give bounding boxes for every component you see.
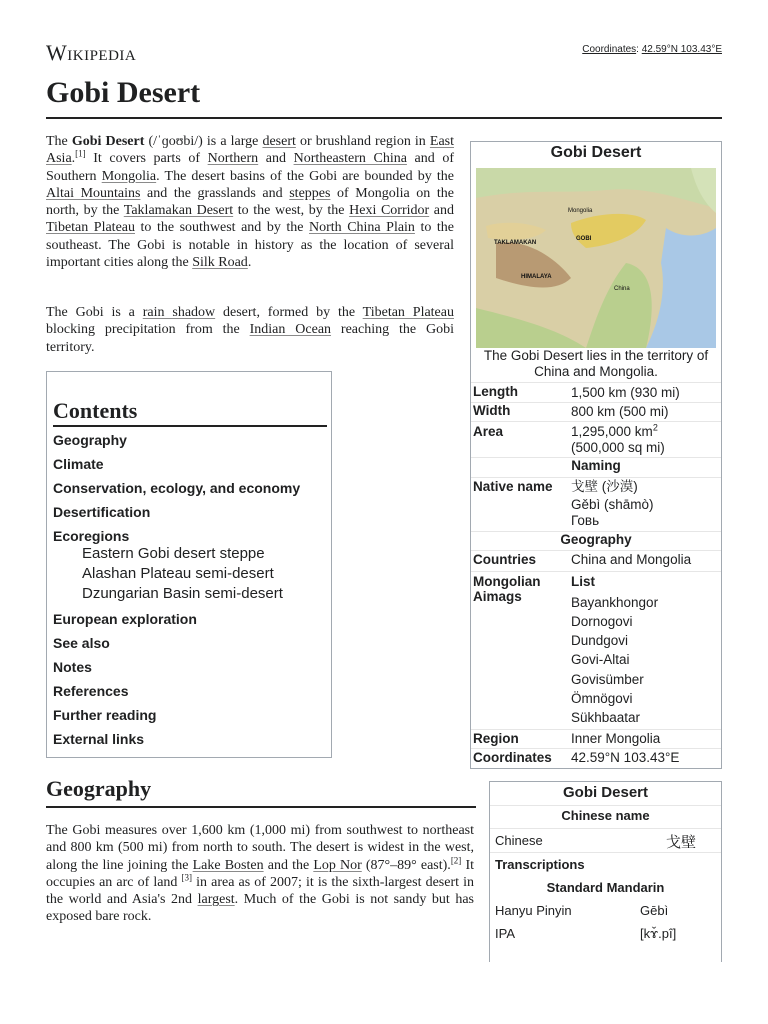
countries-value: China and Mongolia	[571, 552, 692, 567]
native-name-label: Native name	[473, 479, 553, 494]
link-largest[interactable]: largest	[197, 892, 235, 908]
length-value: 1,500 km (930 mi)	[571, 385, 680, 400]
link-steppes[interactable]: steppes	[289, 185, 331, 201]
aimag-item[interactable]: Ömnögovi	[571, 691, 633, 706]
region-label: Region	[473, 731, 519, 746]
toc-item-external-links[interactable]: External links	[53, 731, 145, 747]
coordinates-label: Coordinates	[473, 750, 552, 765]
link-altai-mountains[interactable]: Altai Mountains	[46, 185, 141, 201]
coordinates-value[interactable]: 42.59°N 103.43°E	[571, 750, 680, 765]
region-value[interactable]: Inner Mongolia	[571, 731, 661, 746]
link-desert[interactable]: desert	[262, 134, 296, 149]
chinese-name-header: Chinese name	[561, 808, 650, 823]
link-lop-nor[interactable]: Lop Nor	[313, 857, 362, 873]
link-north-china-plain[interactable]: North China Plain	[309, 220, 415, 236]
link-hexi-corridor[interactable]: Hexi Corridor	[349, 203, 430, 219]
toc-item-references[interactable]: References	[53, 683, 129, 699]
chinese-box-title: Gobi Desert	[562, 784, 649, 801]
toc-subitem-eastern-gobi[interactable]: Eastern Gobi desert steppe	[82, 545, 265, 562]
page-title: Gobi Desert	[46, 76, 201, 109]
native-name-value-1: 戈壁 (沙漠)	[571, 479, 638, 494]
link-silk-road[interactable]: Silk Road	[192, 255, 248, 271]
ref-2[interactable]: [2]	[450, 854, 462, 865]
title-divider	[46, 117, 722, 119]
infobox	[470, 141, 722, 769]
infobox-title: Gobi Desert	[550, 144, 642, 161]
area-value: 1,295,000 $km^2$	[571, 422, 658, 439]
standard-mandarin-header: Standard Mandarin	[546, 880, 665, 895]
native-name-value-2: Gěbì (shāmò)	[571, 497, 654, 512]
link-lake-bosten[interactable]: Lake Bosten	[192, 857, 264, 873]
ref-3[interactable]: [3]	[181, 872, 193, 883]
geography-header: Geography	[560, 532, 632, 547]
link-northeastern-china[interactable]: Northeastern China	[293, 151, 407, 167]
coordinates-value-link[interactable]: 42.59°N 103.43°E	[641, 44, 722, 55]
geography-divider	[46, 806, 476, 808]
toc-item-climate[interactable]: Climate	[53, 456, 104, 472]
link-taklamakan-desert[interactable]: Taklamakan Desert	[123, 203, 234, 219]
toc-subitem-alashan[interactable]: Alashan Plateau semi-desert	[82, 565, 274, 582]
aimag-item[interactable]: Dornogovi	[571, 614, 633, 629]
link-tibetan-plateau-2[interactable]: Tibetan Plateau	[362, 305, 454, 320]
divider	[490, 805, 721, 806]
toc-item-conservation[interactable]: Conservation, ecology, and economy	[53, 480, 301, 496]
link-rain-shadow[interactable]: rain shadow	[142, 305, 216, 320]
aimag-item[interactable]: Bayankhongor	[571, 595, 659, 610]
chinese-label: Chinese	[495, 833, 543, 848]
aimag-item[interactable]: Dundgovi	[571, 633, 629, 648]
toc-item-desertification[interactable]: Desertification	[53, 504, 151, 520]
toc-item-notes[interactable]: Notes	[53, 659, 92, 675]
hanyu-pinyin-value: Gēbì	[640, 903, 669, 918]
map-label-himalaya: HIMALAYA	[521, 274, 552, 280]
area-label: Area	[473, 424, 504, 439]
toc-item-european-exploration[interactable]: European exploration	[53, 611, 197, 627]
aimags-label-line2: Aimags	[473, 589, 522, 604]
aimag-item[interactable]: Sükhbaatar	[571, 710, 641, 725]
ref-1[interactable]: [1]	[75, 148, 86, 159]
toc-item-see-also[interactable]: See also	[53, 635, 110, 651]
link-northern[interactable]: Northern	[207, 151, 259, 167]
table-of-contents	[46, 371, 332, 758]
divider	[490, 828, 721, 829]
aimag-item[interactable]: Govi-Altai	[571, 652, 630, 667]
geography-paragraph: The Gobi measures over 1,600 km (1,000 mi) from southwest to northeast and 800 km (500 mi) from north to south. The desert is widest in the west, along the line joining the Lake Bosten and the Lop Nor (87°–89° east).[2] It occupies an arc of land [3] in area as of 2007; it is the sixth-largest desert in the world and Asia's 2nd largest. Much of the Gobi is not sandy but has exposed bare rock.	[46, 823, 474, 925]
ipa-value: [kɤ̌.pî]	[640, 926, 677, 941]
link-tibetan-plateau[interactable]: Tibetan Plateau	[46, 220, 135, 236]
intro-paragraph-1: The Gobi Desert (/ˈɡoʊbi/) is a large desert or brushland region in East Asia.[1] It covers parts of Northern and Northeastern China and of Southern Mongolia. The desert basins of the Gobi are bounded by the Altai Mountains and the grasslands and steppes of Mongolia on the north, by the Taklamakan Desert to the west, by the Hexi Corridor and Tibetan Plateau to the southwest and by the North China Plain to the southeast. The Gobi is notable in history as the location of several important cities along the Silk Road.	[46, 134, 455, 271]
map-label-gobi: GOBI	[576, 236, 592, 242]
map-caption: The Gobi Desert lies in the territory of China and Mongolia.	[483, 348, 709, 379]
map-label-mongolia: Mongolia	[568, 208, 593, 214]
naming-header: Naming	[571, 458, 621, 473]
toc-divider	[53, 425, 327, 427]
ipa-label[interactable]: IPA	[495, 926, 515, 941]
toc-item-further-reading[interactable]: Further reading	[53, 707, 157, 723]
gobi-map-image[interactable]	[476, 168, 716, 348]
coordinates-link[interactable]: Coordinates	[582, 44, 637, 55]
top-coordinates: Coordinates: 42.59°N 103.43°E	[582, 44, 722, 55]
toc-item-ecoregions[interactable]: Ecoregions	[53, 528, 130, 544]
aimags-list-toggle[interactable]: List	[571, 574, 596, 589]
aimags-label-line1: Mongolian	[473, 574, 541, 589]
chinese-value: 戈壁	[666, 834, 697, 851]
width-value: 800 km (500 mi)	[571, 404, 669, 419]
map-label-taklamakan: TAKLAMAKAN	[494, 240, 537, 246]
width-label: Width	[473, 403, 511, 418]
geography-heading: Geography	[46, 776, 152, 801]
divider	[490, 852, 721, 853]
toc-title: Contents	[53, 398, 138, 423]
toc-subitem-dzungarian[interactable]: Dzungarian Basin semi-desert	[82, 585, 283, 602]
area-alt-value: (500,000 sq mi)	[571, 440, 665, 455]
intro-paragraph-2: The Gobi is a rain shadow desert, formed by the Tibetan Plateau blocking precipitation from the Indian Ocean reaching the Gobi territory.	[46, 305, 454, 355]
map-label-china: China	[614, 286, 630, 292]
aimag-item[interactable]: Govisümber	[571, 672, 644, 687]
native-name-value-3: Говь	[571, 513, 600, 528]
chinese-name-box	[489, 781, 722, 962]
toc-item-geography[interactable]: Geography	[53, 432, 127, 448]
link-indian-ocean[interactable]: Indian Ocean	[249, 322, 332, 338]
length-label: Length	[473, 384, 518, 399]
wikipedia-logo[interactable]: Wikipedia	[46, 40, 137, 65]
link-mongolia[interactable]: Mongolia	[101, 168, 157, 184]
hanyu-pinyin-label[interactable]: Hanyu Pinyin	[495, 903, 572, 918]
countries-label: Countries	[473, 552, 537, 567]
transcriptions-label[interactable]: Transcriptions	[495, 857, 585, 872]
divider	[471, 571, 721, 572]
link-east-asia[interactable]: East Asia	[46, 134, 455, 167]
